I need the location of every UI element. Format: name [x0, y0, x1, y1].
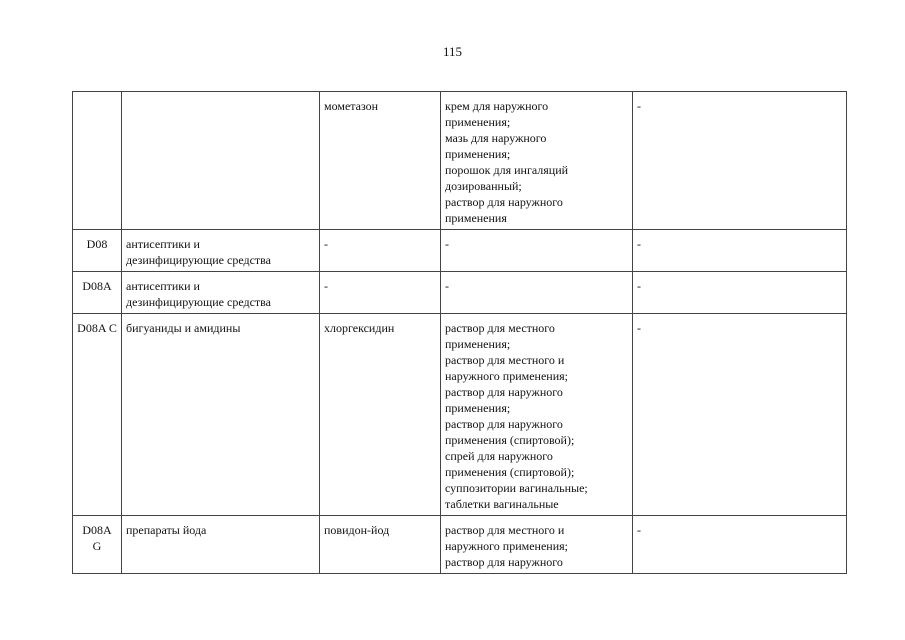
group-name-cell — [122, 92, 320, 230]
dosage-form-line: применения — [445, 211, 507, 225]
dosage-form-line: применения (спиртовой); — [445, 433, 575, 447]
dosage-form-line: раствор для местного и — [445, 523, 565, 537]
dosage-forms-cell — [441, 230, 633, 272]
dosage-form-line: раствор для наружного — [445, 555, 563, 569]
group-name-cell — [122, 516, 320, 574]
dosage-form-line: применения; — [445, 337, 511, 351]
page-number: 115 — [442, 44, 463, 59]
dosage-form-line: наружного применения; — [445, 369, 568, 383]
group-name-cell — [122, 272, 320, 314]
note-cell: - — [633, 314, 847, 516]
dosage-form-line: применения; — [445, 147, 511, 161]
dosage-form-line: раствор для наружного — [445, 385, 563, 399]
dosage-form-line: применения; — [445, 115, 511, 129]
dosage-form-line: раствор для местного — [445, 321, 555, 335]
note-cell: - — [633, 92, 847, 230]
group-name-line: антисептики и — [126, 279, 200, 293]
dosage-form-line: применения (спиртовой); — [445, 465, 575, 479]
medication-table — [72, 91, 847, 574]
group-name-line: бигуаниды и амидины — [126, 321, 241, 335]
dosage-form-line: таблетки вагинальные — [445, 497, 559, 511]
group-name-cell — [122, 230, 320, 272]
table-row — [73, 92, 847, 230]
atc-code-cell: D08 — [73, 230, 122, 272]
dosage-form-line: наружного применения; — [445, 539, 568, 553]
dosage-form-line: раствор для местного и — [445, 353, 565, 367]
group-name-cell — [122, 314, 320, 516]
dosage-form-line: - — [445, 279, 449, 293]
table-row — [73, 230, 847, 272]
group-name-line: препараты йода — [126, 523, 207, 537]
dosage-form-line: - — [445, 237, 449, 251]
note-cell: - — [633, 516, 847, 574]
dosage-forms-cell — [441, 92, 633, 230]
dosage-form-line: применения; — [445, 401, 511, 415]
table-row — [73, 314, 847, 516]
substance-cell: хлоргексидин — [320, 314, 441, 516]
dosage-forms-cell — [441, 516, 633, 574]
dosage-form-line: крем для наружного — [445, 99, 549, 113]
group-name-line: антисептики и — [126, 237, 200, 251]
table-row — [73, 516, 847, 574]
atc-code-cell: D08A C — [73, 314, 122, 516]
substance-cell: повидон-йод — [320, 516, 441, 574]
dosage-form-line: спрей для наружного — [445, 449, 553, 463]
group-name-line: дезинфицирующие средства — [126, 253, 272, 267]
group-name-line: дезинфицирующие средства — [126, 295, 272, 309]
dosage-form-line: суппозитории вагинальные; — [445, 481, 588, 495]
dosage-form-line: раствор для наружного — [445, 195, 563, 209]
substance-cell: мометазон — [320, 92, 441, 230]
atc-code-cell: D08A G — [73, 516, 122, 574]
dosage-form-line: раствор для наружного — [445, 417, 563, 431]
dosage-forms-cell — [441, 314, 633, 516]
dosage-form-line: мазь для наружного — [445, 131, 547, 145]
dosage-form-line: порошок для ингаляций — [445, 163, 569, 177]
table-row — [73, 272, 847, 314]
atc-code-cell: D08A — [73, 272, 122, 314]
dosage-forms-cell — [441, 272, 633, 314]
substance-cell: - — [320, 230, 441, 272]
note-cell: - — [633, 230, 847, 272]
note-cell: - — [633, 272, 847, 314]
atc-code-cell — [73, 92, 122, 230]
dosage-form-line: дозированный; — [445, 179, 522, 193]
table-body — [73, 92, 847, 574]
substance-cell: - — [320, 272, 441, 314]
